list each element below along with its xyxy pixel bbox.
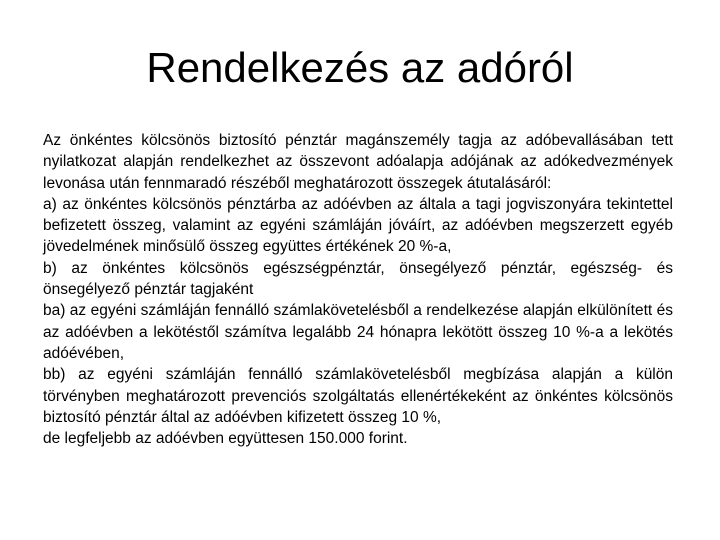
paragraph-bb: bb) az egyéni számláján fennálló számlakövetelésből megbízása alapján a külön törvényben meghatározott prevenciós szolgáltatás ellenértékeként az önkéntes kölcsönös biztosító pénztár által az adóévben kifizetett összeg 10 %,: [43, 366, 673, 426]
slide-title: Rendelkezés az adóról: [146, 44, 574, 91]
paragraph-ba: ba) az egyéni számláján fennálló számlakövetelésből a rendelkezése alapján elkülönített és az adóévben a lekötéstől számítva legalább 24 hónapra lekötött összeg 10 %-a a lekötés adóévében,: [43, 302, 673, 362]
paragraph-a: a) az önkéntes kölcsönös pénztárba az adóévben az általa a tagi jogviszonyára tekintettel befizetett összeg, valamint az egyéni számláján jóváírt, az adóévben megszerzett egyéb jövedelmének minősülő összeg együttes értékének 20 %-a,: [43, 195, 673, 256]
paragraph-limit: de legfeljebb az adóévben együttesen 150.000 forint.: [43, 430, 408, 448]
paragraph-intro: Az önkéntes kölcsönös biztosító pénztár magánszemély tagja az adóbevallásában tett nyilatkozat alapján rendelkezhet az összevont adóalapja adójának az adókedvezmények levonása után fennmaradó részéből meghatározott összegek átutalásáról:: [43, 132, 673, 192]
slide-body: [43, 130, 673, 449]
paragraph-b: b) az önkéntes kölcsönös egészségpénztár, önsegélyező pénztár, egészség- és önsegélyező pénztár tagjaként: [43, 259, 673, 299]
